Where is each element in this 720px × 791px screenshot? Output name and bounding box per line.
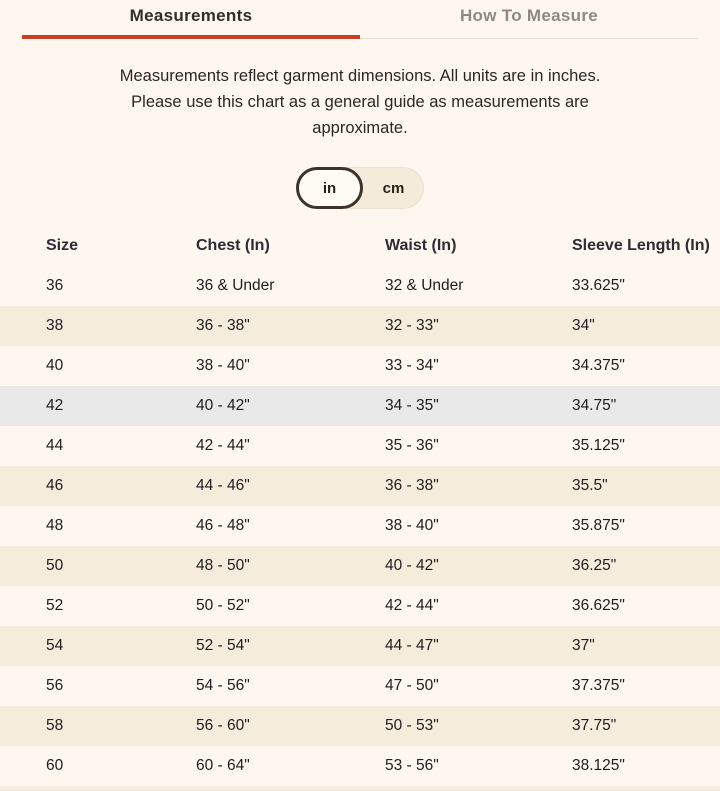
cell-waist: 34 - 35"	[385, 397, 439, 414]
cell-chest: 44 - 46"	[196, 477, 250, 494]
cell-chest: 50 - 52"	[196, 597, 250, 614]
cell-waist: 32 & Under	[385, 277, 464, 294]
cell-size: 52	[46, 597, 64, 614]
cell-size: 58	[46, 717, 64, 734]
cell-sleeve: 35.875"	[572, 517, 625, 534]
cell-waist: 33 - 34"	[385, 357, 439, 374]
table-row	[0, 266, 720, 306]
cell-sleeve: 36.625"	[572, 597, 625, 614]
cell-sleeve: 35.5"	[572, 477, 608, 494]
description-line: Measurements reflect garment dimensions. All units are in inches.	[119, 67, 601, 85]
cell-waist: 42 - 44"	[385, 597, 439, 614]
table-row	[0, 426, 720, 466]
cell-chest: 46 - 48"	[196, 517, 250, 534]
table-row	[0, 466, 720, 506]
cell-sleeve: 36.25"	[572, 557, 617, 574]
cell-sleeve: 38.125"	[572, 757, 625, 774]
table-row	[0, 346, 720, 386]
cell-size: 40	[46, 357, 64, 374]
cell-size: 50	[46, 557, 64, 574]
unit-toggle-in[interactable]: in	[296, 167, 363, 209]
cell-sleeve: 34"	[572, 317, 595, 334]
cell-waist: 35 - 36"	[385, 437, 439, 454]
cell-sleeve: 37.375"	[572, 677, 625, 694]
cell-sleeve: 37"	[572, 637, 595, 654]
tab-bar	[22, 0, 698, 39]
table-row	[0, 626, 720, 666]
description-line: approximate.	[312, 119, 408, 137]
cell-waist: 47 - 50"	[385, 677, 439, 694]
cell-waist: 40 - 42"	[385, 557, 439, 574]
table-row	[0, 506, 720, 546]
cell-sleeve: 34.75"	[572, 397, 617, 414]
cell-waist: 44 - 47"	[385, 637, 439, 654]
size-table	[0, 226, 720, 791]
cell-sleeve: 37.75"	[572, 717, 617, 734]
tab-how-to-measure[interactable]: How To Measure	[459, 6, 599, 25]
header-sleeve-length: Sleeve Length (In)	[572, 237, 710, 254]
cell-chest: 54 - 56"	[196, 677, 250, 694]
cell-chest: 40 - 42"	[196, 397, 250, 414]
unit-toggle	[296, 167, 424, 209]
cell-waist: 38 - 40"	[385, 517, 439, 534]
cell-chest: 56 - 60"	[196, 717, 250, 734]
cell-chest: 48 - 50"	[196, 557, 250, 574]
unit-toggle-row	[0, 167, 720, 209]
partial-row	[0, 786, 720, 791]
description-text	[0, 63, 720, 141]
table-row	[0, 746, 720, 786]
table-body	[0, 266, 720, 786]
cell-waist: 50 - 53"	[385, 717, 439, 734]
unit-toggle-cm[interactable]: cm	[382, 179, 405, 197]
tab-measurements[interactable]: Measurements	[129, 6, 253, 25]
table-row	[0, 306, 720, 346]
header-size: Size	[46, 237, 79, 254]
cell-size: 48	[46, 517, 64, 534]
cell-size: 60	[46, 757, 64, 774]
cell-waist: 32 - 33"	[385, 317, 439, 334]
cell-chest: 52 - 54"	[196, 637, 250, 654]
cell-waist: 53 - 56"	[385, 757, 439, 774]
cell-size: 42	[46, 397, 64, 414]
table-row	[0, 666, 720, 706]
cell-chest: 38 - 40"	[196, 357, 250, 374]
table-row	[0, 706, 720, 746]
cell-size: 36	[46, 277, 64, 294]
cell-chest: 36 & Under	[196, 277, 275, 294]
cell-size: 44	[46, 437, 64, 454]
cell-waist: 36 - 38"	[385, 477, 439, 494]
cell-size: 56	[46, 677, 64, 694]
cell-sleeve: 34.375"	[572, 357, 625, 374]
cell-sleeve: 35.125"	[572, 437, 625, 454]
table-row	[0, 586, 720, 626]
header-chest: Chest (In)	[196, 237, 270, 254]
cell-size: 54	[46, 637, 64, 654]
cell-chest: 60 - 64"	[196, 757, 250, 774]
header-waist: Waist (In)	[385, 237, 457, 254]
cell-chest: 36 - 38"	[196, 317, 250, 334]
cell-sleeve: 33.625"	[572, 277, 625, 294]
cell-size: 46	[46, 477, 64, 494]
table-row	[0, 546, 720, 586]
cell-chest: 42 - 44"	[196, 437, 250, 454]
table-header-row	[0, 226, 720, 266]
description-line: Please use this chart as a general guide as measurements are	[131, 93, 589, 111]
cell-size: 38	[46, 317, 64, 334]
active-tab-indicator	[22, 35, 360, 39]
table-row	[0, 386, 720, 426]
